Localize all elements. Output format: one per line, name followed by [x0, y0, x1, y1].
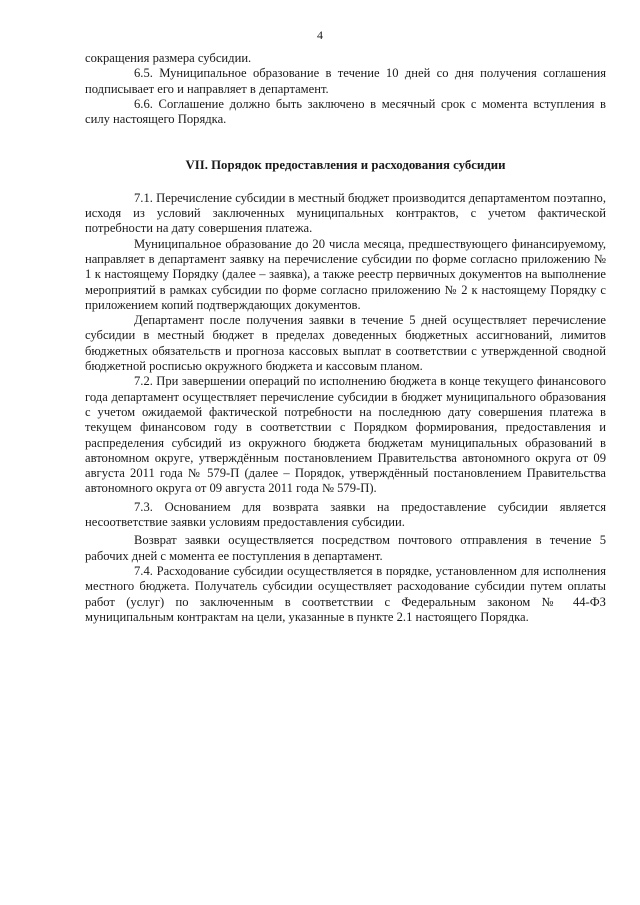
paragraph-6-6: 6.6. Соглашение должно быть заключено в месячный срок с момента вступления в силу настоящего Порядка.	[85, 96, 606, 127]
paragraph-7-2: 7.2. При завершении операций по исполнению бюджета в конце текущего финансового года департамент осуществляет перечисление субсидии в бюджет муниципального образования с учетом ожидаемой фактической потребности на последнюю дату совершения платежа в текущем финансовом году в соответствии с Порядком формирования, предоставления и распределения субсидий из окружного бюджета бюджетам муниципальных образований в автономном округе, утверждённым постановлением Правительства автономного округа от 09 августа 2011 года № 579-П (далее – Порядок, утверждённый постановлением Правительства автономного округа от 09 августа 2011 года № 579-П).	[85, 374, 606, 496]
document-body	[85, 51, 606, 625]
section-heading: VII. Порядок предоставления и расходования субсидии	[185, 158, 506, 173]
paragraph-7-1-c: Департамент после получения заявки в течение 5 дней осуществляет перечисление субсидии в местный бюджет в пределах доведенных бюджетных ассигнований, лимитов бюджетных обязательств и прогноза кассовых выплат в соответствии с утвержденной сводной бюджетной росписью окружного бюджета и кассовым планом.	[85, 313, 606, 374]
paragraph-7-1-b: Муниципальное образование до 20 числа месяца, предшествующего финансируемому, направляет в департамент заявку на перечисление субсидии по форме согласно приложению № 1 к настоящему Порядку (далее – заявка), а также реестр первичных документов на выполнение мероприятий в рамках субсидии по форме согласно приложению № 2 к настоящему Порядку с приложением копий подтверждающих документов.	[85, 236, 606, 312]
paragraph-7-3-b: Возврат заявки осуществляется посредством почтового отправления в течение 5 рабочих дней с момента ее поступления в департамент.	[85, 533, 606, 563]
paragraph-6-5: 6.5. Муниципальное образование в течение 10 дней со дня получения соглашения подписывает его и направляет в департамент.	[85, 66, 606, 96]
paragraph-7-1: 7.1. Перечисление субсидии в местный бюджет производится департаментом поэтапно, исходя из условий заключенных муниципальных контрактов, с учетом фактической потребности на дату совершения платежа.	[85, 190, 606, 236]
paragraph-7-3: 7.3. Основанием для возврата заявки на предоставление субсидии является несоответствие заявки условиям предоставления субсидии.	[85, 499, 606, 530]
page-number: 4	[317, 28, 323, 42]
paragraph-7-4: 7.4. Расходование субсидии осуществляется в порядке, установленном для исполнения местного бюджета. Получатель субсидии осуществляет расходование субсидии путем оплаты работ (услуг) по заключенным в соответствии с Федеральным законом № 44-ФЗ муниципальным контрактам на цели, указанные в пункте 2.1 настоящего Порядка.	[85, 563, 606, 624]
paragraph-continuation: сокращения размера субсидии.	[85, 51, 252, 65]
